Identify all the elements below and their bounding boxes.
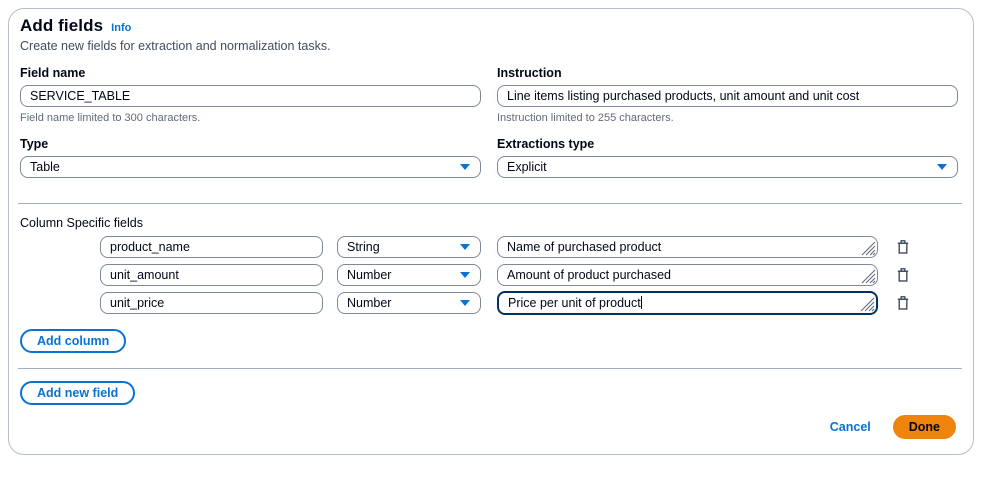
extractions-type-group bbox=[497, 137, 958, 178]
delete-column-button[interactable] bbox=[897, 240, 909, 254]
chevron-down-icon bbox=[460, 164, 470, 170]
column-type-value: Number bbox=[347, 268, 392, 282]
add-fields-dialog bbox=[8, 8, 974, 455]
instruction-group bbox=[497, 66, 958, 124]
field-name-group bbox=[20, 66, 481, 124]
column-row bbox=[100, 264, 958, 286]
column-type-select[interactable] bbox=[337, 292, 481, 314]
page-title: Add fields bbox=[20, 16, 104, 35]
extractions-type-select-value: Explicit bbox=[507, 160, 547, 174]
column-instruction-textarea[interactable] bbox=[497, 291, 878, 315]
resize-handle-icon[interactable] bbox=[861, 241, 876, 256]
delete-column-button[interactable] bbox=[897, 296, 909, 310]
type-group bbox=[20, 137, 481, 178]
column-type-select[interactable] bbox=[337, 264, 481, 286]
column-section-label: Column Specific fields bbox=[20, 216, 143, 230]
field-divider bbox=[18, 368, 962, 369]
instruction-helper: Instruction limited to 255 characters. bbox=[497, 112, 674, 124]
type-select-value: Table bbox=[30, 160, 60, 174]
chevron-down-icon bbox=[460, 300, 470, 306]
column-name-input[interactable] bbox=[100, 236, 323, 258]
field-name-input[interactable] bbox=[20, 85, 481, 107]
column-row bbox=[100, 236, 958, 258]
column-instruction-textarea[interactable] bbox=[497, 236, 878, 258]
footer-actions bbox=[830, 415, 956, 439]
text-cursor bbox=[641, 296, 642, 309]
instruction-input[interactable] bbox=[497, 85, 958, 107]
type-select[interactable] bbox=[20, 156, 481, 178]
column-name-input[interactable] bbox=[100, 264, 323, 286]
dialog-header bbox=[20, 16, 958, 36]
add-column-button[interactable]: Add column bbox=[20, 329, 126, 353]
chevron-down-icon bbox=[937, 164, 947, 170]
column-instruction-text: Price per unit of product bbox=[508, 296, 641, 310]
cancel-button[interactable]: Cancel bbox=[829, 420, 871, 434]
column-rows bbox=[20, 236, 958, 315]
resize-handle-icon[interactable] bbox=[860, 297, 875, 312]
extractions-type-select[interactable] bbox=[497, 156, 958, 178]
type-label: Type bbox=[20, 137, 49, 151]
info-link[interactable]: Info bbox=[111, 22, 132, 34]
column-instruction-textarea[interactable] bbox=[497, 264, 878, 286]
trash-icon bbox=[897, 268, 909, 282]
column-type-value: Number bbox=[347, 296, 392, 310]
delete-column-button[interactable] bbox=[897, 268, 909, 282]
instruction-label: Instruction bbox=[497, 66, 562, 80]
extractions-type-label: Extractions type bbox=[497, 137, 595, 151]
dialog-subtitle: Create new fields for extraction and normalization tasks. bbox=[20, 39, 331, 53]
chevron-down-icon bbox=[460, 272, 470, 278]
column-row bbox=[100, 292, 958, 315]
trash-icon bbox=[897, 240, 909, 254]
trash-icon bbox=[897, 296, 909, 310]
column-type-value: String bbox=[347, 240, 380, 254]
column-type-select[interactable] bbox=[337, 236, 481, 258]
done-button[interactable]: Done bbox=[893, 415, 956, 439]
section-divider bbox=[18, 203, 962, 204]
field-name-label: Field name bbox=[20, 66, 86, 80]
name-instruction-row bbox=[20, 66, 958, 124]
resize-handle-icon[interactable] bbox=[861, 269, 876, 284]
field-name-helper: Field name limited to 300 characters. bbox=[20, 112, 201, 124]
chevron-down-icon bbox=[460, 244, 470, 250]
column-instruction-text: Amount of product purchased bbox=[507, 268, 671, 282]
type-row bbox=[20, 137, 958, 178]
column-instruction-text: Name of purchased product bbox=[507, 240, 662, 254]
add-new-field-button[interactable]: Add new field bbox=[20, 381, 135, 405]
column-name-input[interactable] bbox=[100, 292, 323, 314]
